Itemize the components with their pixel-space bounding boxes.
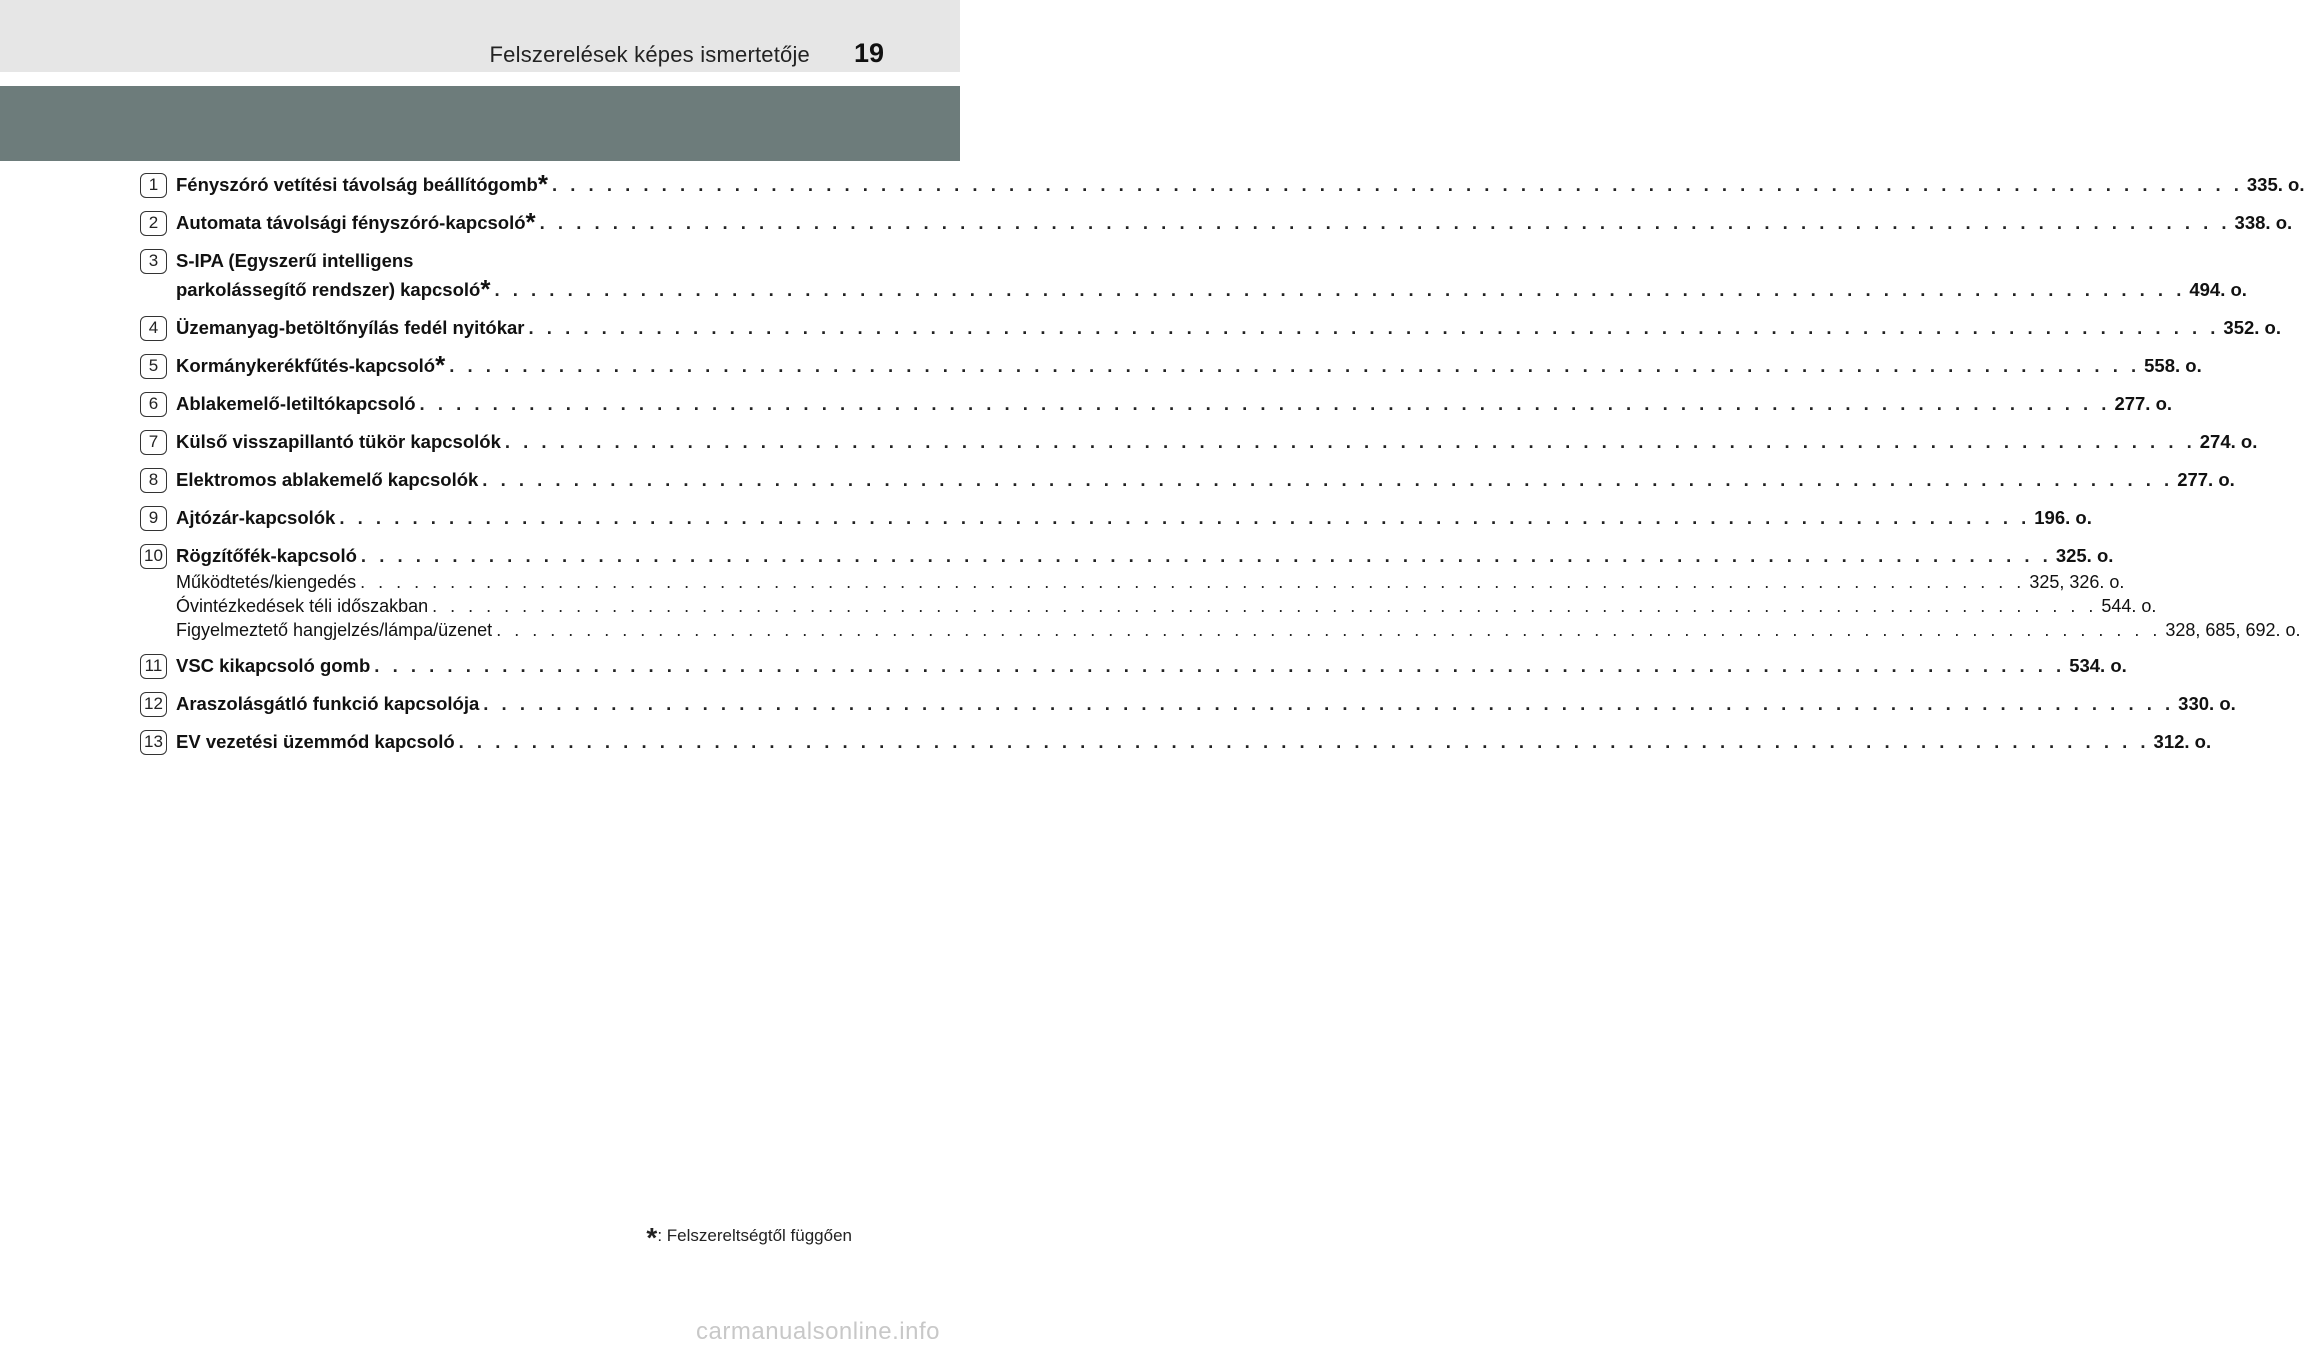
- item-label: Automata távolsági fényszóró-kapcsoló*: [176, 207, 536, 237]
- list-item: [140, 727, 2212, 756]
- page-ref: 312. o.: [2153, 731, 2212, 752]
- page-ref: 335. o.: [2246, 174, 2304, 195]
- page-ref: 277. o.: [2114, 393, 2173, 414]
- item-label: Külső visszapillantó tükör kapcsolók: [176, 431, 501, 452]
- item-label: Ablakemelő-letiltókapcsoló: [176, 393, 416, 414]
- page-ref: 352. o.: [2223, 317, 2281, 338]
- sub-item: [176, 618, 2301, 642]
- dot-leader: . . . . . . . . . . . . . . . . . . . . . . . . . . . . . . . . . . . . . . . . . . . . . . . . . . . . . . . . . . . . . . . . . . . . . . . . . . . . . . . . . . . . . . . . . . . . .: [528, 317, 2220, 338]
- item-number-badge: 11: [140, 654, 167, 679]
- item-number-badge: 3: [140, 249, 167, 274]
- sub-item-label: Működtetés/kiengedés: [176, 572, 357, 592]
- item-number-badge: 10: [140, 544, 167, 569]
- item-label: VSC kikapcsoló gomb: [176, 655, 371, 676]
- list-item: [140, 169, 2304, 199]
- sub-item: [176, 570, 2125, 594]
- dot-leader: . . . . . . . . . . . . . . . . . . . . . . . . . . . . . . . . . . . . . . . . . . . . . . . . . . . . . . . . . . . . . . . . . . . . . . . . . . . . . . . . . . . . . . . . . . . . .: [339, 507, 2031, 528]
- sub-item-label: Figyelmeztető hangjelzés/lámpa/üzenet: [176, 620, 493, 640]
- item-label: Kormánykerékfűtés-kapcsoló*: [176, 350, 446, 380]
- item-label-line1: S-IPA (Egyszerű intelligens: [176, 250, 414, 271]
- dot-leader: . . . . . . . . . . . . . . . . . . . . . . . . . . . . . . . . . . . . . . . . . . . . . . . . . . . . . . . . . . . . . . . . . . . . . . . . . . . . . . . . . . . . . . . . . . . . .: [504, 431, 2196, 452]
- page-ref: 544. o.: [2101, 596, 2157, 616]
- list-item: [140, 689, 2236, 718]
- dot-leader: . . . . . . . . . . . . . . . . . . . . . . . . . . . . . . . . . . . . . . . . . . . . . . . . . . . . . . . . . . . . . . . . . . . . . . . . . . . . . . . . . . . . . . . . . . . . .: [494, 279, 2186, 300]
- page-ref: 330. o.: [2178, 693, 2236, 714]
- section-band: [0, 86, 960, 161]
- page-ref: 558. o.: [2144, 355, 2202, 376]
- dot-leader: . . . . . . . . . . . . . . . . . . . . . . . . . . . . . . . . . . . . . . . . . . . . . . . . . . . . . . . . . . . . . . . . . . . . . . . . . . . . . . . . . . . . . . . . . . . . .: [449, 355, 2141, 376]
- asterisk-icon: *: [646, 1222, 658, 1253]
- item-number-badge: 5: [140, 354, 167, 379]
- list-item: [140, 313, 2281, 342]
- list-item: [140, 427, 2258, 456]
- footnote-text: : Felszereltségtől függően: [657, 1226, 852, 1245]
- sub-item: [176, 594, 2157, 618]
- page-ref: 325. o.: [2055, 545, 2114, 566]
- dot-leader: . . . . . . . . . . . . . . . . . . . . . . . . . . . . . . . . . . . . . . . . . . . . . . . . . . . . . . . . . . . . . . . . . . . . . . . . . . . . . . . . . . . . . . . . . . . . .: [496, 620, 2162, 640]
- page-ref: 328, 685, 692. o.: [2165, 620, 2301, 640]
- dot-leader: . . . . . . . . . . . . . . . . . . . . . . . . . . . . . . . . . . . . . . . . . . . . . . . . . . . . . . . . . . . . . . . . . . . . . . . . . . . . . . . . . . . . . . . . . . . . .: [539, 212, 2231, 233]
- page-ref: 196. o.: [2034, 507, 2092, 528]
- list-item: [140, 541, 2301, 642]
- asterisk-icon: *: [435, 350, 446, 380]
- list-item: [140, 389, 2173, 418]
- list-item: [140, 503, 2092, 532]
- item-label: Fényszóró vetítési távolság beállítógomb*: [176, 169, 548, 199]
- page-ref: 494. o.: [2189, 279, 2247, 300]
- sub-item-label: Óvintézkedések téli időszakban: [176, 596, 429, 616]
- entry-list: [140, 169, 2304, 765]
- dot-leader: . . . . . . . . . . . . . . . . . . . . . . . . . . . . . . . . . . . . . . . . . . . . . . . . . . . . . . . . . . . . . . . . . . . . . . . . . . . . . . . . . . . . . . . . . . . . .: [552, 174, 2243, 195]
- item-label: Rögzítőfék-kapcsoló: [176, 545, 357, 566]
- item-number-badge: 7: [140, 430, 167, 455]
- dot-leader: . . . . . . . . . . . . . . . . . . . . . . . . . . . . . . . . . . . . . . . . . . . . . . . . . . . . . . . . . . . . . . . . . . . . . . . . . . . . . . . . . . . . . . . . . . . . .: [374, 655, 2066, 676]
- dot-leader: . . . . . . . . . . . . . . . . . . . . . . . . . . . . . . . . . . . . . . . . . . . . . . . . . . . . . . . . . . . . . . . . . . . . . . . . . . . . . . . . . . . . . . . . . . . . .: [360, 572, 2026, 592]
- dot-leader: . . . . . . . . . . . . . . . . . . . . . . . . . . . . . . . . . . . . . . . . . . . . . . . . . . . . . . . . . . . . . . . . . . . . . . . . . . . . . . . . . . . . . . . . . . . . .: [432, 596, 2098, 616]
- page-ref: 277. o.: [2177, 469, 2235, 490]
- dot-leader: . . . . . . . . . . . . . . . . . . . . . . . . . . . . . . . . . . . . . . . . . . . . . . . . . . . . . . . . . . . . . . . . . . . . . . . . . . . . . . . . . . . . . . . . . . . . .: [482, 469, 2174, 490]
- list-item: [140, 207, 2293, 237]
- page-number: 19: [853, 38, 884, 68]
- dot-leader: . . . . . . . . . . . . . . . . . . . . . . . . . . . . . . . . . . . . . . . . . . . . . . . . . . . . . . . . . . . . . . . . . . . . . . . . . . . . . . . . . . . . . . . . . . . . .: [483, 693, 2175, 714]
- item-label: EV vezetési üzemmód kapcsoló: [176, 731, 455, 752]
- asterisk-icon: *: [525, 207, 536, 237]
- list-item: [140, 246, 2247, 304]
- item-label: parkolássegítő rendszer) kapcsoló*: [176, 274, 491, 304]
- page-ref: 325, 326. o.: [2029, 572, 2125, 592]
- page-ref: 534. o.: [2069, 655, 2127, 676]
- list-item: [140, 651, 2127, 680]
- list-item: [140, 350, 2202, 380]
- item-number-badge: 2: [140, 211, 167, 236]
- item-label: Araszolásgátló funkció kapcsolója: [176, 693, 480, 714]
- page-ref: 274. o.: [2199, 431, 2258, 452]
- asterisk-icon: *: [480, 274, 491, 304]
- list-item: [140, 465, 2235, 494]
- item-number-badge: 4: [140, 316, 167, 341]
- footnote: [646, 1222, 852, 1253]
- item-number-badge: 8: [140, 468, 167, 493]
- item-number-badge: 6: [140, 392, 167, 417]
- watermark: carmanualsonline.info: [696, 1318, 940, 1345]
- item-label: Ajtózár-kapcsolók: [176, 507, 336, 528]
- top-bar: [0, 0, 960, 72]
- dot-leader: . . . . . . . . . . . . . . . . . . . . . . . . . . . . . . . . . . . . . . . . . . . . . . . . . . . . . . . . . . . . . . . . . . . . . . . . . . . . . . . . . . . . . . . . . . . . .: [360, 545, 2052, 566]
- page-ref: 338. o.: [2234, 212, 2293, 233]
- item-label: Üzemanyag-betöltőnyílás fedél nyitókar: [176, 317, 525, 338]
- section-title: Felszerelések képes ismertetője: [489, 42, 810, 67]
- item-number-badge: 1: [140, 173, 167, 198]
- item-number-badge: 12: [140, 692, 167, 717]
- item-number-badge: 13: [140, 730, 167, 755]
- dot-leader: . . . . . . . . . . . . . . . . . . . . . . . . . . . . . . . . . . . . . . . . . . . . . . . . . . . . . . . . . . . . . . . . . . . . . . . . . . . . . . . . . . . . . . . . . . . . .: [458, 731, 2150, 752]
- item-label: Elektromos ablakemelő kapcsolók: [176, 469, 479, 490]
- item-number-badge: 9: [140, 506, 167, 531]
- dot-leader: . . . . . . . . . . . . . . . . . . . . . . . . . . . . . . . . . . . . . . . . . . . . . . . . . . . . . . . . . . . . . . . . . . . . . . . . . . . . . . . . . . . . . . . . . . . . .: [419, 393, 2111, 414]
- asterisk-icon: *: [537, 169, 548, 199]
